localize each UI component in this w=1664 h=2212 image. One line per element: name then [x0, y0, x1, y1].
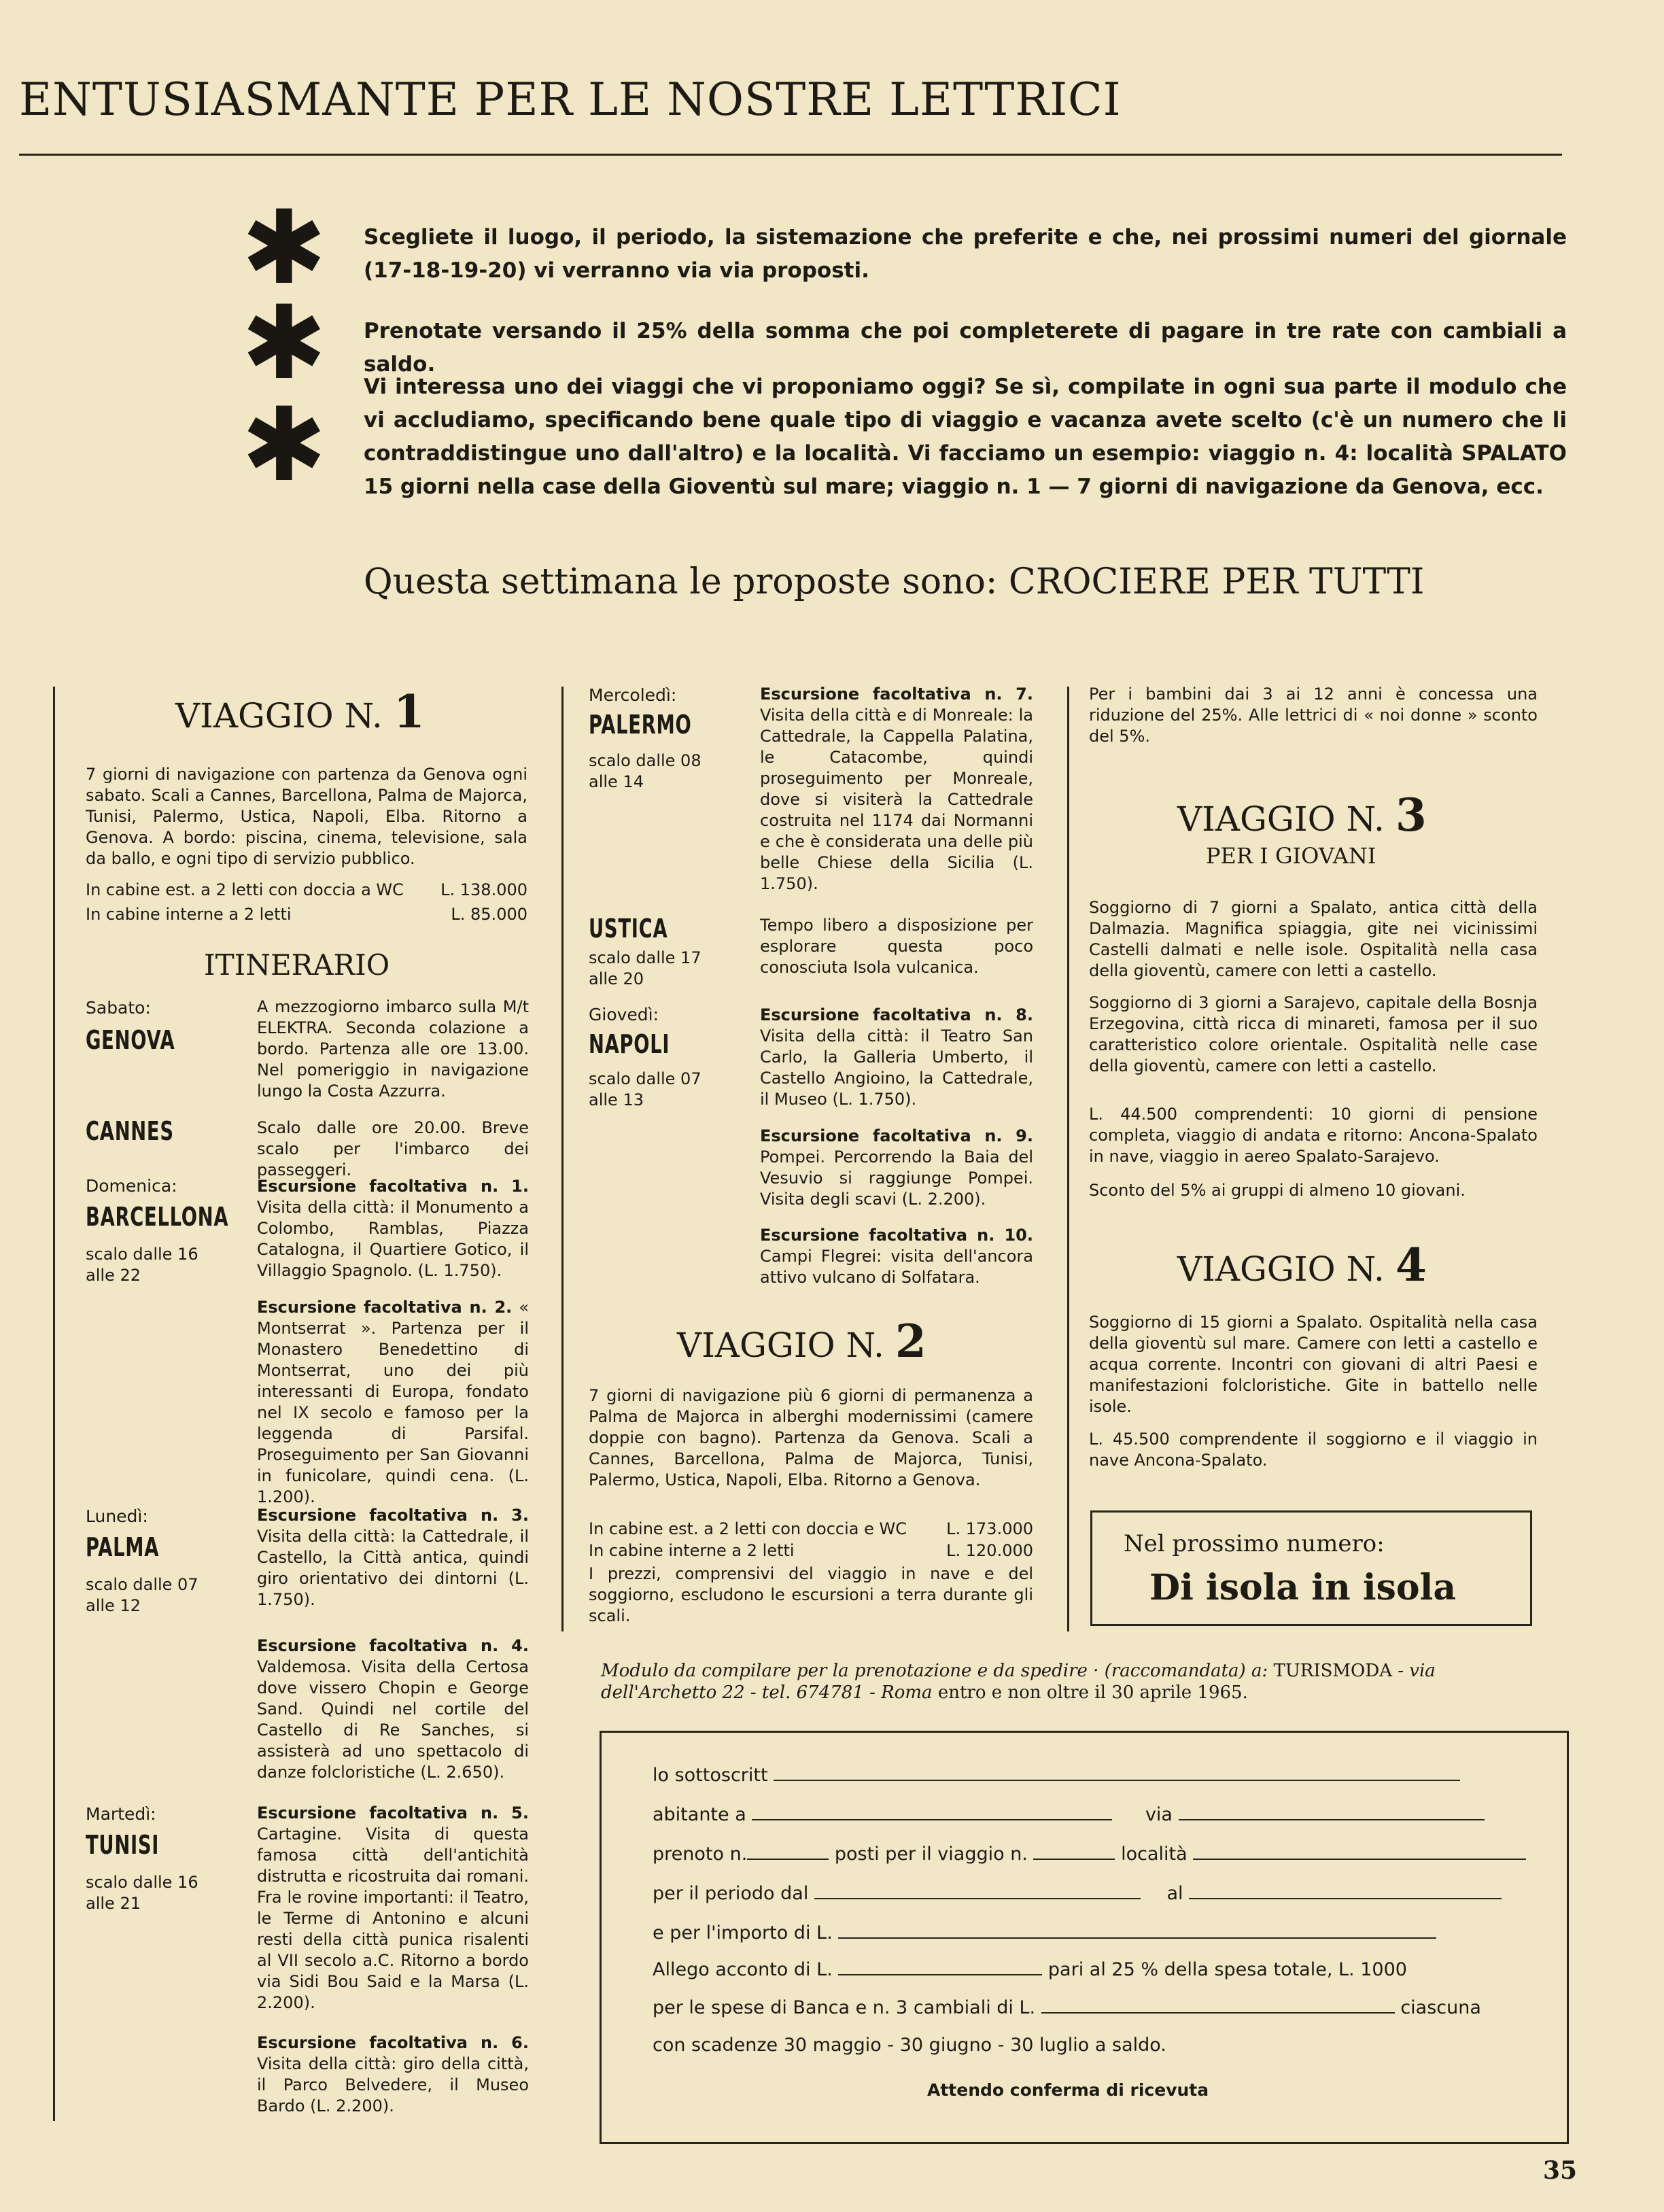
- excursion-4: Escursione facoltativa n. 4. Valdemosa. Visita della Certosa dove vissero Chopin e George Sand. Quindi nel cortile del Castello di Re Sanches, si assisterà ad uno spettacolo di danze folcloristiche (L. 2.650).: [257, 1636, 529, 1782]
- seats-field[interactable]: [747, 1842, 829, 1860]
- form-line: per il periodo dal al: [653, 1882, 1502, 1905]
- column-rule: [53, 687, 55, 2121]
- section-headline: Questa settimana le proposte sono: CROCIERE PER TUTTI: [364, 561, 1425, 602]
- viaggio-3-title: VIAGGIO N. 3: [1177, 789, 1427, 842]
- form-line: Allego acconto di L. pari al 25 % della spesa totale, L. 1000: [653, 1959, 1407, 1980]
- viaggio-1-description: 7 giorni di navigazione con partenza da Genova ogni sabato. Scali a Cannes, Barcellona, Palma de Majorca, Tunisi, Palermo, Ustica, Napoli, Elba. Ritorno a Genova. A bordo: piscina, cinema, televisione, sala da ballo, e ogni tipo di servizio pubblico.: [86, 765, 527, 868]
- viaggio-3-paragraph: Sconto del 5% ai gruppi di almeno 10 giovani.: [1089, 1181, 1466, 1200]
- itinerary-day: Mercoledì:: [589, 685, 677, 705]
- itinerary-city: CANNES: [86, 1116, 174, 1146]
- city-field[interactable]: [752, 1803, 1112, 1820]
- itinerary-day: Domenica:: [86, 1176, 177, 1196]
- masthead-title: ENTUSIASMANTE PER LE NOSTRE LETTRICI: [19, 73, 1122, 126]
- itinerary-day: Lunedì:: [86, 1506, 148, 1526]
- itinerary-city: NAPOLI: [589, 1029, 670, 1059]
- children-discount-note: Per i bambini dai 3 ai 12 anni è concessa una riduzione del 25%. Alle lettrici di « noi donne » sconto del 5%.: [1089, 685, 1538, 746]
- viaggio-4-title: VIAGGIO N. 4: [1177, 1239, 1427, 1292]
- form-line: lo sottoscritt: [653, 1763, 1460, 1787]
- itinerary-city: PALERMO: [589, 710, 692, 740]
- excursion-10: Escursione facoltativa n. 10. Campi Flegrei: visita dell'ancora attivo vulcano di Solfatara.: [760, 1226, 1033, 1287]
- name-field[interactable]: [774, 1763, 1460, 1781]
- trip-number-field[interactable]: [1033, 1842, 1115, 1860]
- viaggio-2-price-row: In cabine interne a 2 letti L. 120.000: [589, 1541, 1033, 1560]
- deposit-field[interactable]: [838, 1958, 1042, 1975]
- itinerary-scalo: scalo dalle 07 alle 13: [589, 1069, 701, 1109]
- viaggio-1-title: VIAGGIO N. 1: [175, 685, 425, 738]
- viaggio-3-subtitle: PER I GIOVANI: [1206, 843, 1376, 869]
- viaggio-1-price-row: In cabine interne a 2 letti L. 85.000: [86, 905, 527, 924]
- excursion-6: Escursione facoltativa n. 6. Visita della città: giro della città, il Parco Belvedere, il Museo Bardo (L. 2.200).: [257, 2033, 529, 2115]
- itinerary-scalo: scalo dalle 16 alle 21: [86, 1873, 198, 1913]
- intro-paragraph-2: Prenotate versando il 25% della somma che poi completerete di pagare in tre rate con cambiali a saldo.: [364, 319, 1567, 377]
- viaggio-4-paragraph: Soggiorno di 15 giorni a Spalato. Ospitalità nella casa della gioventù sul mare. Camere con letti a castello e acqua corrente. Incontri con giovani di altri Paesi e manifestazioni folcloristiche. Gite in battello nelle isole.: [1089, 1313, 1538, 1416]
- excursion-3: Escursione facoltativa n. 3. Visita della città: la Cattedrale, il Castello, la Città antica, quindi giro orientativo dei dintorni (L. 1.750).: [257, 1506, 529, 1609]
- viaggio-3-paragraph: Soggiorno di 3 giorni a Sarajevo, capitale della Bosnja Erzegovina, città ricca di minareti, famosa per il suo caratteristico colore orientale. Ospitalità nelle case della gioventù, camere con letti a castello.: [1089, 993, 1538, 1075]
- asterisk-icon: ✱: [241, 386, 327, 504]
- masthead-rule: [19, 154, 1562, 156]
- excursion-1: Escursione facoltativa n. 1. Visita della città: il Monumento a Colombo, Ramblas, Piazza Catalogna, il Quartiere Gotico, il Villaggio Spagnolo. (L. 1.750).: [257, 1177, 529, 1280]
- column-rule: [561, 687, 564, 1631]
- excursion-2: Escursione facoltativa n. 2. « Montserrat ». Partenza per il Monastero Benedettino di Montserrat, uno dei più interessanti di Europa, fondato nel IX secolo e famoso per la leggenda di Parsifal. Proseguimento per San Giovanni in funicolare, quindi cena. (L. 1.200).: [257, 1298, 529, 1506]
- form-line: per le spese di Banca e n. 3 cambiali di L. ciascuna: [653, 1997, 1481, 2018]
- form-confirmation: Attendo conferma di ricevuta: [927, 2080, 1209, 2100]
- viaggio-2-price-row: In cabine est. a 2 letti con doccia e WC L. 173.000: [589, 1519, 1033, 1538]
- amount-field[interactable]: [838, 1921, 1436, 1939]
- itinerary-city: BARCELLONA: [86, 1202, 229, 1232]
- itinerary-scalo: scalo dalle 08 alle 14: [589, 751, 701, 791]
- itinerary-city: GENOVA: [86, 1025, 175, 1055]
- viaggio-2-description: 7 giorni di navigazione più 6 giorni di permanenza a Palma de Majorca in alberghi modernissimi (camere doppie con bagno). Partenza da Genova. Scali a Cannes, Barcellona, Palma de Majorca, Tunisi, Palermo, Ustica, Napoli, Elba. Ritorno a Genova.: [589, 1386, 1033, 1489]
- itinerary-day: Sabato:: [86, 998, 151, 1018]
- itinerary-stop-text: A mezzogiorno imbarco sulla M/t ELEKTRA. Seconda colazione a bordo. Partenza alle ore 13.00. Nel pomeriggio in navigazione lungo la Costa Azzurra.: [257, 997, 529, 1101]
- viaggio-3-paragraph: Soggiorno di 7 giorni a Spalato, antica città della Dalmazia. Magnifica spiaggia, gite nei vicinissimi Castelli dalmati e nelle isole. Ospitalità nella casa della gioventù, camere con letti a castello.: [1089, 898, 1538, 980]
- next-issue-box: [1090, 1510, 1532, 1626]
- itinerary-stop-text: Tempo libero a disposizione per esplorare questa poco conosciuta Isola vulcanica.: [760, 916, 1033, 977]
- period-to-field[interactable]: [1189, 1882, 1502, 1899]
- street-field[interactable]: [1179, 1803, 1485, 1820]
- itinerary-stop-text: Scalo dalle ore 20.00. Breve scalo per l'imbarco dei passeggeri.: [257, 1118, 529, 1179]
- asterisk-icon: ✱: [241, 284, 327, 402]
- itinerary-day: Giovedì:: [589, 1005, 659, 1024]
- itinerary-city: USTICA: [589, 914, 668, 944]
- viaggio-3-paragraph: L. 44.500 comprendenti: 10 giorni di pensione completa, viaggio di andata e ritorno: Ancona-Spalato in nave, viaggio in aereo Spalato-Sarajevo.: [1089, 1105, 1538, 1166]
- itinerary-scalo: scalo dalle 17 alle 20: [589, 948, 701, 988]
- location-field[interactable]: [1193, 1842, 1526, 1860]
- itinerary-scalo: scalo dalle 16 alle 22: [86, 1245, 198, 1285]
- itinerary-title: ITINERARIO: [204, 948, 390, 982]
- excursion-8: Escursione facoltativa n. 8. Visita della città: il Teatro San Carlo, la Galleria Umberto, il Castello Angioino, la Cattedrale, il Museo (L. 1.750).: [760, 1005, 1033, 1109]
- form-line: con scadenze 30 maggio - 30 giugno - 30 luglio a saldo.: [653, 2035, 1166, 2056]
- itinerary-city: PALMA: [86, 1532, 160, 1562]
- asterisk-icon: ✱: [241, 189, 327, 307]
- itinerary-scalo: scalo dalle 07 alle 12: [86, 1575, 198, 1615]
- column-rule: [1067, 687, 1069, 1631]
- itinerary-city: TUNISI: [86, 1830, 160, 1860]
- intro-paragraph-3: Vi interessa uno dei viaggi che vi proponiamo oggi? Se sì, compilate in ogni sua parte il modulo che vi accludiamo, specificando bene quale tipo di viaggio e vacanza avete scelto (c'è un numero che li contraddistingue uno dall'altro) e la località. Vi facciamo un esempio: viaggio n. 4: località SPALATO 15 giorni nella case della Gioventù sul mare; viaggio n. 1 — 7 giorni di navigazione da Genova, ecc.: [364, 375, 1567, 499]
- viaggio-1-price-row: In cabine est. a 2 letti con doccia a WC L. 138.000: [86, 880, 527, 899]
- next-issue-title: Di isola in isola: [1149, 1567, 1457, 1608]
- period-from-field[interactable]: [814, 1882, 1141, 1899]
- viaggio-2-title: VIAGGIO N. 2: [677, 1315, 926, 1368]
- form-line: e per l'importo di L.: [653, 1921, 1436, 1945]
- excursion-9: Escursione facoltativa n. 9. Pompei. Percorrendo la Baia del Vesuvio si raggiunge Pompei. Visita degli scavi (L. 2.200).: [760, 1126, 1033, 1209]
- itinerary-day: Martedì:: [86, 1804, 156, 1824]
- excursion-5: Escursione facoltativa n. 5. Cartagine. Visita di questa famosa città dell'antichità distrutta e ricostruita dai romani. Fra le rovine importanti: il Teatro, le Terme di Antonino e alcuni resti della città punica risalenti al VII secolo a.C. Ritorno a bordo via Sidi Bou Said e la Marsa (L. 2.200).: [257, 1803, 529, 2012]
- viaggio-2-note: I prezzi, comprensivi del viaggio in nave e del soggiorno, escludono le escursioni a terra durante gli scali.: [589, 1564, 1033, 1625]
- intro-paragraph-1: Scegliete il luogo, il periodo, la sistemazione che preferite e che, nei prossimi numeri del giornale (17-18-19-20) vi verranno via via proposti.: [364, 225, 1567, 283]
- excursion-7: Escursione facoltativa n. 7. Visita della città e di Monreale: la Cattedrale, la Cappella Palatina, le Catacombe, quindi proseguimento per Monreale, dove si visiterà la Cattedrale costruita nel 1174 dai Normanni e che è considerata una delle più belle Chiese della Sicilia (L. 1.750).: [760, 685, 1033, 893]
- viaggio-4-paragraph: L. 45.500 comprendente il soggiorno e il viaggio in nave Ancona-Spalato.: [1089, 1430, 1538, 1470]
- bill-amount-field[interactable]: [1041, 1996, 1395, 2014]
- next-issue-label: Nel prossimo numero:: [1124, 1530, 1385, 1557]
- form-instructions: Modulo da compilare per la prenotazione e da spedire · (raccomandata) a: TURISMODA - via dell'Archetto 22 - tel. 674781 - Roma entro e non oltre il 30 aprile 1965.: [601, 1661, 1436, 1703]
- form-line: abitante a via: [653, 1803, 1485, 1827]
- page-number: 35: [1543, 2156, 1578, 2185]
- form-line: prenoto n. posti per il viaggio n. località: [653, 1842, 1526, 1866]
